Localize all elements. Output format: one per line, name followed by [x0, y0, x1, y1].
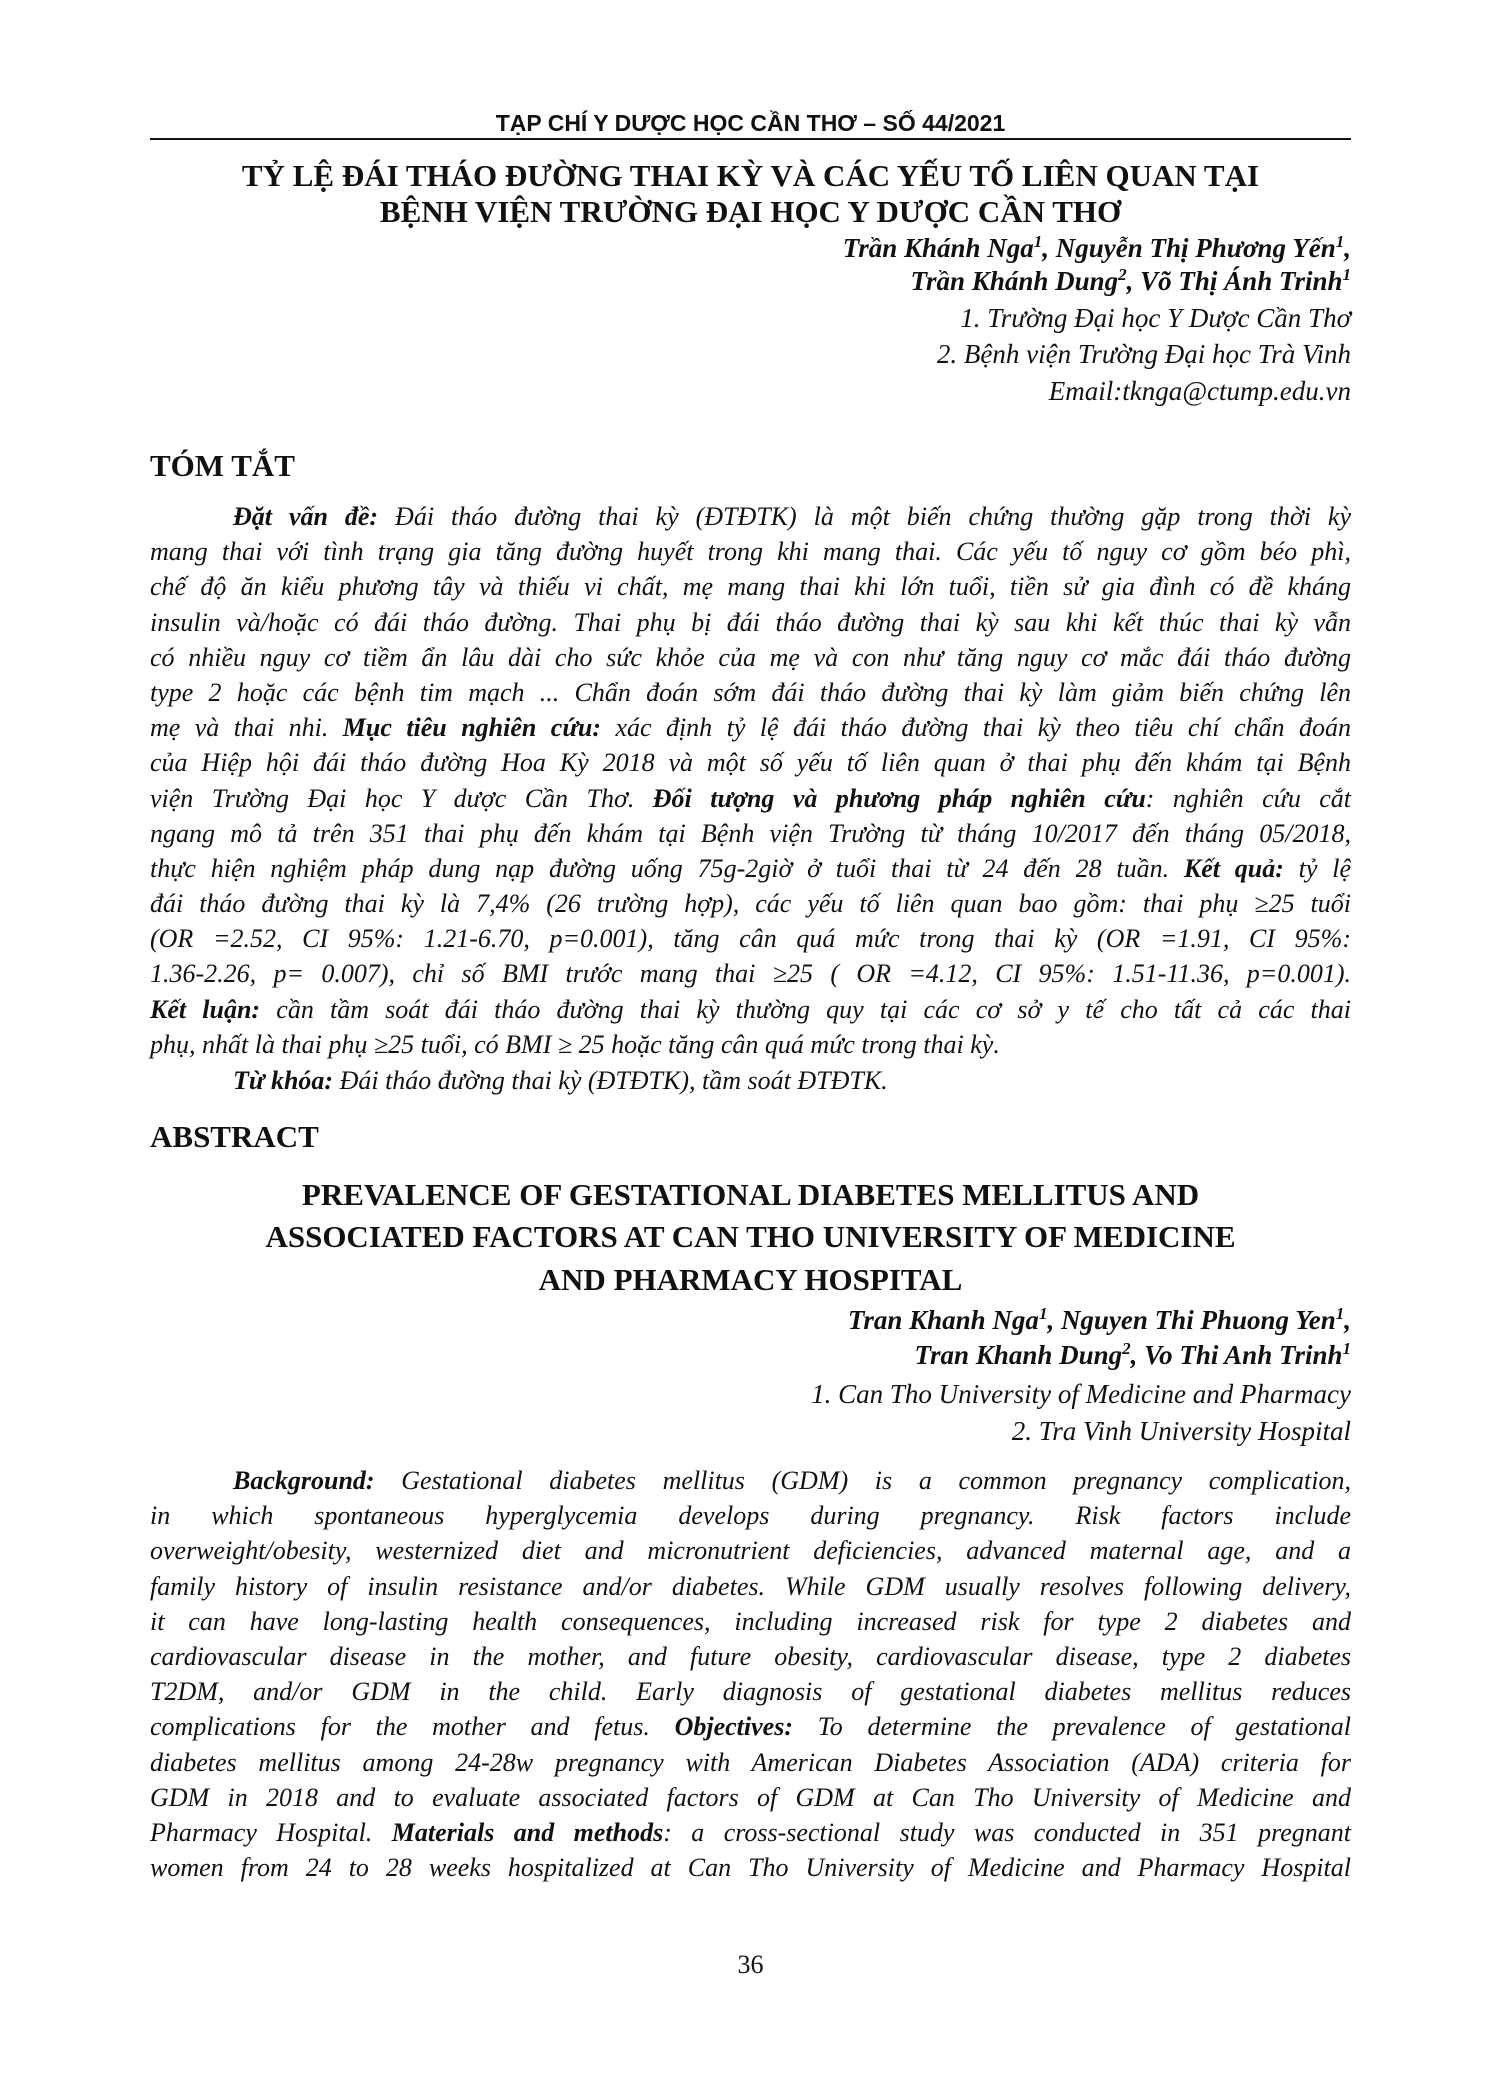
- abstract-line: [150, 1604, 1351, 1639]
- text-run: complications for the mother and fetus.: [150, 1712, 675, 1742]
- text-run: Đái tháo đường thai kỳ (ĐTĐTK), tầm soát ĐTĐTK.: [333, 1066, 888, 1095]
- text-run: cần tầm soát đái tháo đường thai kỳ thường quy tại các cơ sở y tế cho tất cả các thai: [260, 994, 1351, 1024]
- text-run: ngang mô tả trên 351 thai phụ đến khám tại Bệnh viện Trường từ tháng 10/2017 đến tháng 05/2018,: [150, 818, 1351, 848]
- abstract-line: [150, 1498, 1351, 1533]
- bold-label: Background:: [233, 1466, 375, 1495]
- text-run: , Võ Thị Ánh Trinh: [1126, 266, 1343, 296]
- text-run: ,: [1344, 1305, 1351, 1335]
- bold-label: Mục tiêu nghiên cứu:: [342, 713, 602, 743]
- text-run: type 2 hoặc các bệnh tim mạch ... Chẩn đoán sớm đái tháo đường thai kỳ làm giảm biến chứng lên: [150, 677, 1351, 707]
- vi-author-line: [150, 263, 1351, 299]
- text-run: cardiovascular disease in the mother, and future obesity, cardiovascular disease, type 2 diabetes: [150, 1641, 1351, 1671]
- text-run: có nhiều nguy cơ tiềm ẩn lâu dài cho sức khỏe của mẹ và con như tăng nguy cơ mắc đái tháo đường: [150, 642, 1351, 672]
- en-title-line: PREVALENCE OF GESTATIONAL DIABETES MELLITUS AND: [301, 1177, 1200, 1212]
- vi-section-heading: TÓM TẮT: [150, 448, 295, 483]
- text-run: , Nguyen Thi Phuong Yen: [1047, 1305, 1336, 1335]
- journal-header: TẠP CHÍ Y DƯỢC HỌC CẦN THƠ – SỐ 44/2021: [495, 110, 1006, 136]
- abstract-line: [150, 745, 1351, 780]
- text-run: in which spontaneous hyperglycemia develops during pregnancy. Risk factors include: [150, 1501, 1351, 1531]
- abstract-line: [150, 1533, 1351, 1568]
- abstract-line: [150, 1709, 1351, 1744]
- text-run: To determine the prevalence of gestational: [792, 1712, 1351, 1742]
- abstract-line: [150, 1780, 1351, 1815]
- superscript: 1: [1342, 265, 1351, 284]
- text-run: it can have long-lasting health consequences, including increased risk for type 2 diabetes and: [150, 1606, 1351, 1636]
- text-run: mẹ và thai nhi.: [150, 713, 343, 743]
- text-run: phụ, nhất là thai phụ ≥25 tuổi, có BMI ≥ 25 hoặc tăng cân quá mức trong thai kỳ.: [150, 1029, 1000, 1059]
- superscript: 2: [1118, 265, 1127, 284]
- text-run: Trần Khánh Nga: [842, 233, 1034, 263]
- superscript: 1: [1335, 232, 1345, 251]
- superscript: 1: [1342, 1339, 1351, 1358]
- en-author-line: [150, 1337, 1351, 1373]
- en-affiliation: 1. Can Tho University of Medicine and Pharmacy: [811, 1379, 1351, 1409]
- text-run: 1.36-2.26, p= 0.007), chỉ số BMI trước mang thai ≥25 ( OR =4.12, CI 95%: 1.51-11.36, p=0.001).: [150, 959, 1351, 989]
- vi-title-line: TỶ LỆ ĐÁI THÁO ĐƯỜNG THAI KỲ VÀ CÁC YẾU TỐ LIÊN QUAN TẠI: [241, 158, 1260, 193]
- header-rule: [150, 138, 1351, 140]
- abstract-line: [150, 1850, 1351, 1885]
- text-run: đái tháo đường thai kỳ là 7,4% (26 trường hợp), các yếu tố liên quan bao gồm: thai phụ ≥25 tuổi: [150, 889, 1351, 919]
- text-run: Tran Khanh Nga: [847, 1305, 1039, 1335]
- abstract-line: [150, 992, 1351, 1027]
- abstract-line: [150, 569, 1351, 604]
- superscript: 1: [1033, 232, 1043, 251]
- abstract-line: [150, 1027, 1351, 1062]
- text-run: Đái tháo đường thai kỳ (ĐTĐTK) là một biến chứng thường gặp trong thời kỳ: [378, 502, 1351, 531]
- text-run: GDM in 2018 and to evaluate associated factors of GDM at Can Tho University of Medicine and: [150, 1782, 1351, 1812]
- en-title-line: ASSOCIATED FACTORS AT CAN THO UNIVERSITY OF MEDICINE: [265, 1219, 1236, 1254]
- en-abstract-paragraph: [150, 1463, 1351, 1885]
- text-run: ,: [1344, 233, 1351, 263]
- bold-label: Kết luận:: [150, 994, 261, 1024]
- text-run: women from 24 to 28 weeks hospitalized at Can Tho University of Medicine and Pharmacy Hospital: [150, 1853, 1351, 1883]
- abstract-line: [150, 851, 1351, 886]
- abstract-line: [150, 1745, 1351, 1780]
- vi-affiliation: 1. Trường Đại học Y Dược Cần Thơ: [960, 303, 1351, 333]
- abstract-line: [150, 1674, 1351, 1709]
- vi-affiliation: Email:tknga@ctump.edu.vn: [1048, 376, 1351, 406]
- keywords-line: [150, 1063, 1434, 1098]
- text-run: tỷ lệ: [1283, 853, 1351, 883]
- abstract-line: [150, 534, 1351, 569]
- abstract-line: [150, 1639, 1351, 1674]
- abstract-line: [150, 1463, 1351, 1498]
- abstract-line: [150, 605, 1351, 640]
- abstract-line: [150, 781, 1351, 816]
- text-run: Trần Khánh Dung: [910, 266, 1119, 296]
- abstract-line: [150, 921, 1351, 956]
- bold-label: Từ khóa:: [233, 1066, 334, 1095]
- abstract-line: [150, 1815, 1351, 1850]
- abstract-line: [150, 1569, 1351, 1604]
- abstract-line: [150, 816, 1351, 851]
- text-run: (OR =2.52, CI 95%: 1.21-6.70, p=0.001), tăng cân quá mức trong thai kỳ (OR =1.91, CI 95%:: [150, 924, 1351, 954]
- text-run: viện Trường Đại học Y dược Cần Thơ.: [150, 783, 653, 813]
- text-run: chế độ ăn kiểu phương tây và thiếu vi chất, mẹ mang thai khi lớn tuổi, tiền sử gia đình có đề kháng: [150, 572, 1351, 602]
- abstract-line: [150, 640, 1351, 675]
- superscript: 1: [1335, 1304, 1345, 1323]
- text-run: , Nguyễn Thị Phương Yến: [1042, 233, 1336, 263]
- en-author-line: [150, 1302, 1351, 1338]
- vi-abstract-paragraph: [150, 499, 1351, 1062]
- text-run: diabetes mellitus among 24-28w pregnancy with American Diabetes Association (ADA) criteria for: [150, 1747, 1351, 1777]
- superscript: 1: [1038, 1304, 1048, 1323]
- text-run: Gestational diabetes mellitus (GDM) is a common pregnancy complication,: [374, 1466, 1351, 1495]
- abstract-line: [150, 499, 1351, 534]
- text-run: xác định tỷ lệ đái tháo đường thai kỳ theo tiêu chí chẩn đoán: [601, 713, 1351, 743]
- text-run: : a cross-sectional study was conducted in 351 pregnant: [663, 1817, 1351, 1847]
- text-run: của Hiệp hội đái tháo đường Hoa Kỳ 2018 và một số yếu tố liên quan ở thai phụ đến khám tại Bệnh: [150, 748, 1351, 778]
- text-run: family history of insulin resistance and/or diabetes. While GDM usually resolves following delivery,: [150, 1571, 1351, 1601]
- text-run: Pharmacy Hospital.: [150, 1817, 392, 1847]
- text-run: insulin và/hoặc có đái tháo đường. Thai phụ bị đái tháo đường thai kỳ sau khi kết thúc thai kỳ vẫn: [150, 607, 1351, 637]
- abstract-line: [150, 710, 1351, 745]
- page-number: 36: [737, 1950, 764, 1979]
- abstract-line: [150, 886, 1351, 921]
- text-run: Tran Khanh Dung: [914, 1340, 1123, 1370]
- en-affiliation: 2. Tra Vinh University Hospital: [1011, 1416, 1351, 1446]
- text-run: T2DM, and/or GDM in the child. Early diagnosis of gestational diabetes mellitus reduces: [150, 1677, 1351, 1707]
- vi-author-line: [150, 230, 1351, 266]
- bold-label: Kết quả:: [1183, 853, 1284, 883]
- text-run: , Vo Thi Anh Trinh: [1130, 1340, 1343, 1370]
- en-title-line: AND PHARMACY HOSPITAL: [538, 1262, 963, 1297]
- bold-label: Đặt vấn đề:: [233, 502, 379, 531]
- text-run: : nghiên cứu cắt: [1145, 783, 1352, 813]
- bold-label: Materials and methods: [391, 1817, 664, 1847]
- superscript: 2: [1122, 1339, 1131, 1358]
- abstract-line: [150, 675, 1351, 710]
- text-run: thực hiện nghiệm pháp dung nạp đường uống 75g-2giờ ở tuổi thai từ 24 đến 28 tuần.: [150, 853, 1184, 883]
- bold-label: Objectives:: [674, 1712, 793, 1742]
- text-run: mang thai với tình trạng gia tăng đường huyết trong khi mang thai. Các yếu tố nguy cơ gồm béo phì,: [150, 537, 1351, 567]
- bold-label: Đối tượng và phương pháp nghiên cứu: [652, 783, 1146, 813]
- en-section-heading: ABSTRACT: [150, 1119, 319, 1154]
- text-run: overweight/obesity, westernized diet and micronutrient deficiencies, advanced maternal age, and a: [150, 1536, 1351, 1566]
- vi-title-line: BỆNH VIỆN TRƯỜNG ĐẠI HỌC Y DƯỢC CẦN THƠ: [379, 194, 1122, 229]
- vi-affiliation: 2. Bệnh viện Trường Đại học Trà Vinh: [936, 339, 1351, 369]
- abstract-line: [150, 956, 1351, 991]
